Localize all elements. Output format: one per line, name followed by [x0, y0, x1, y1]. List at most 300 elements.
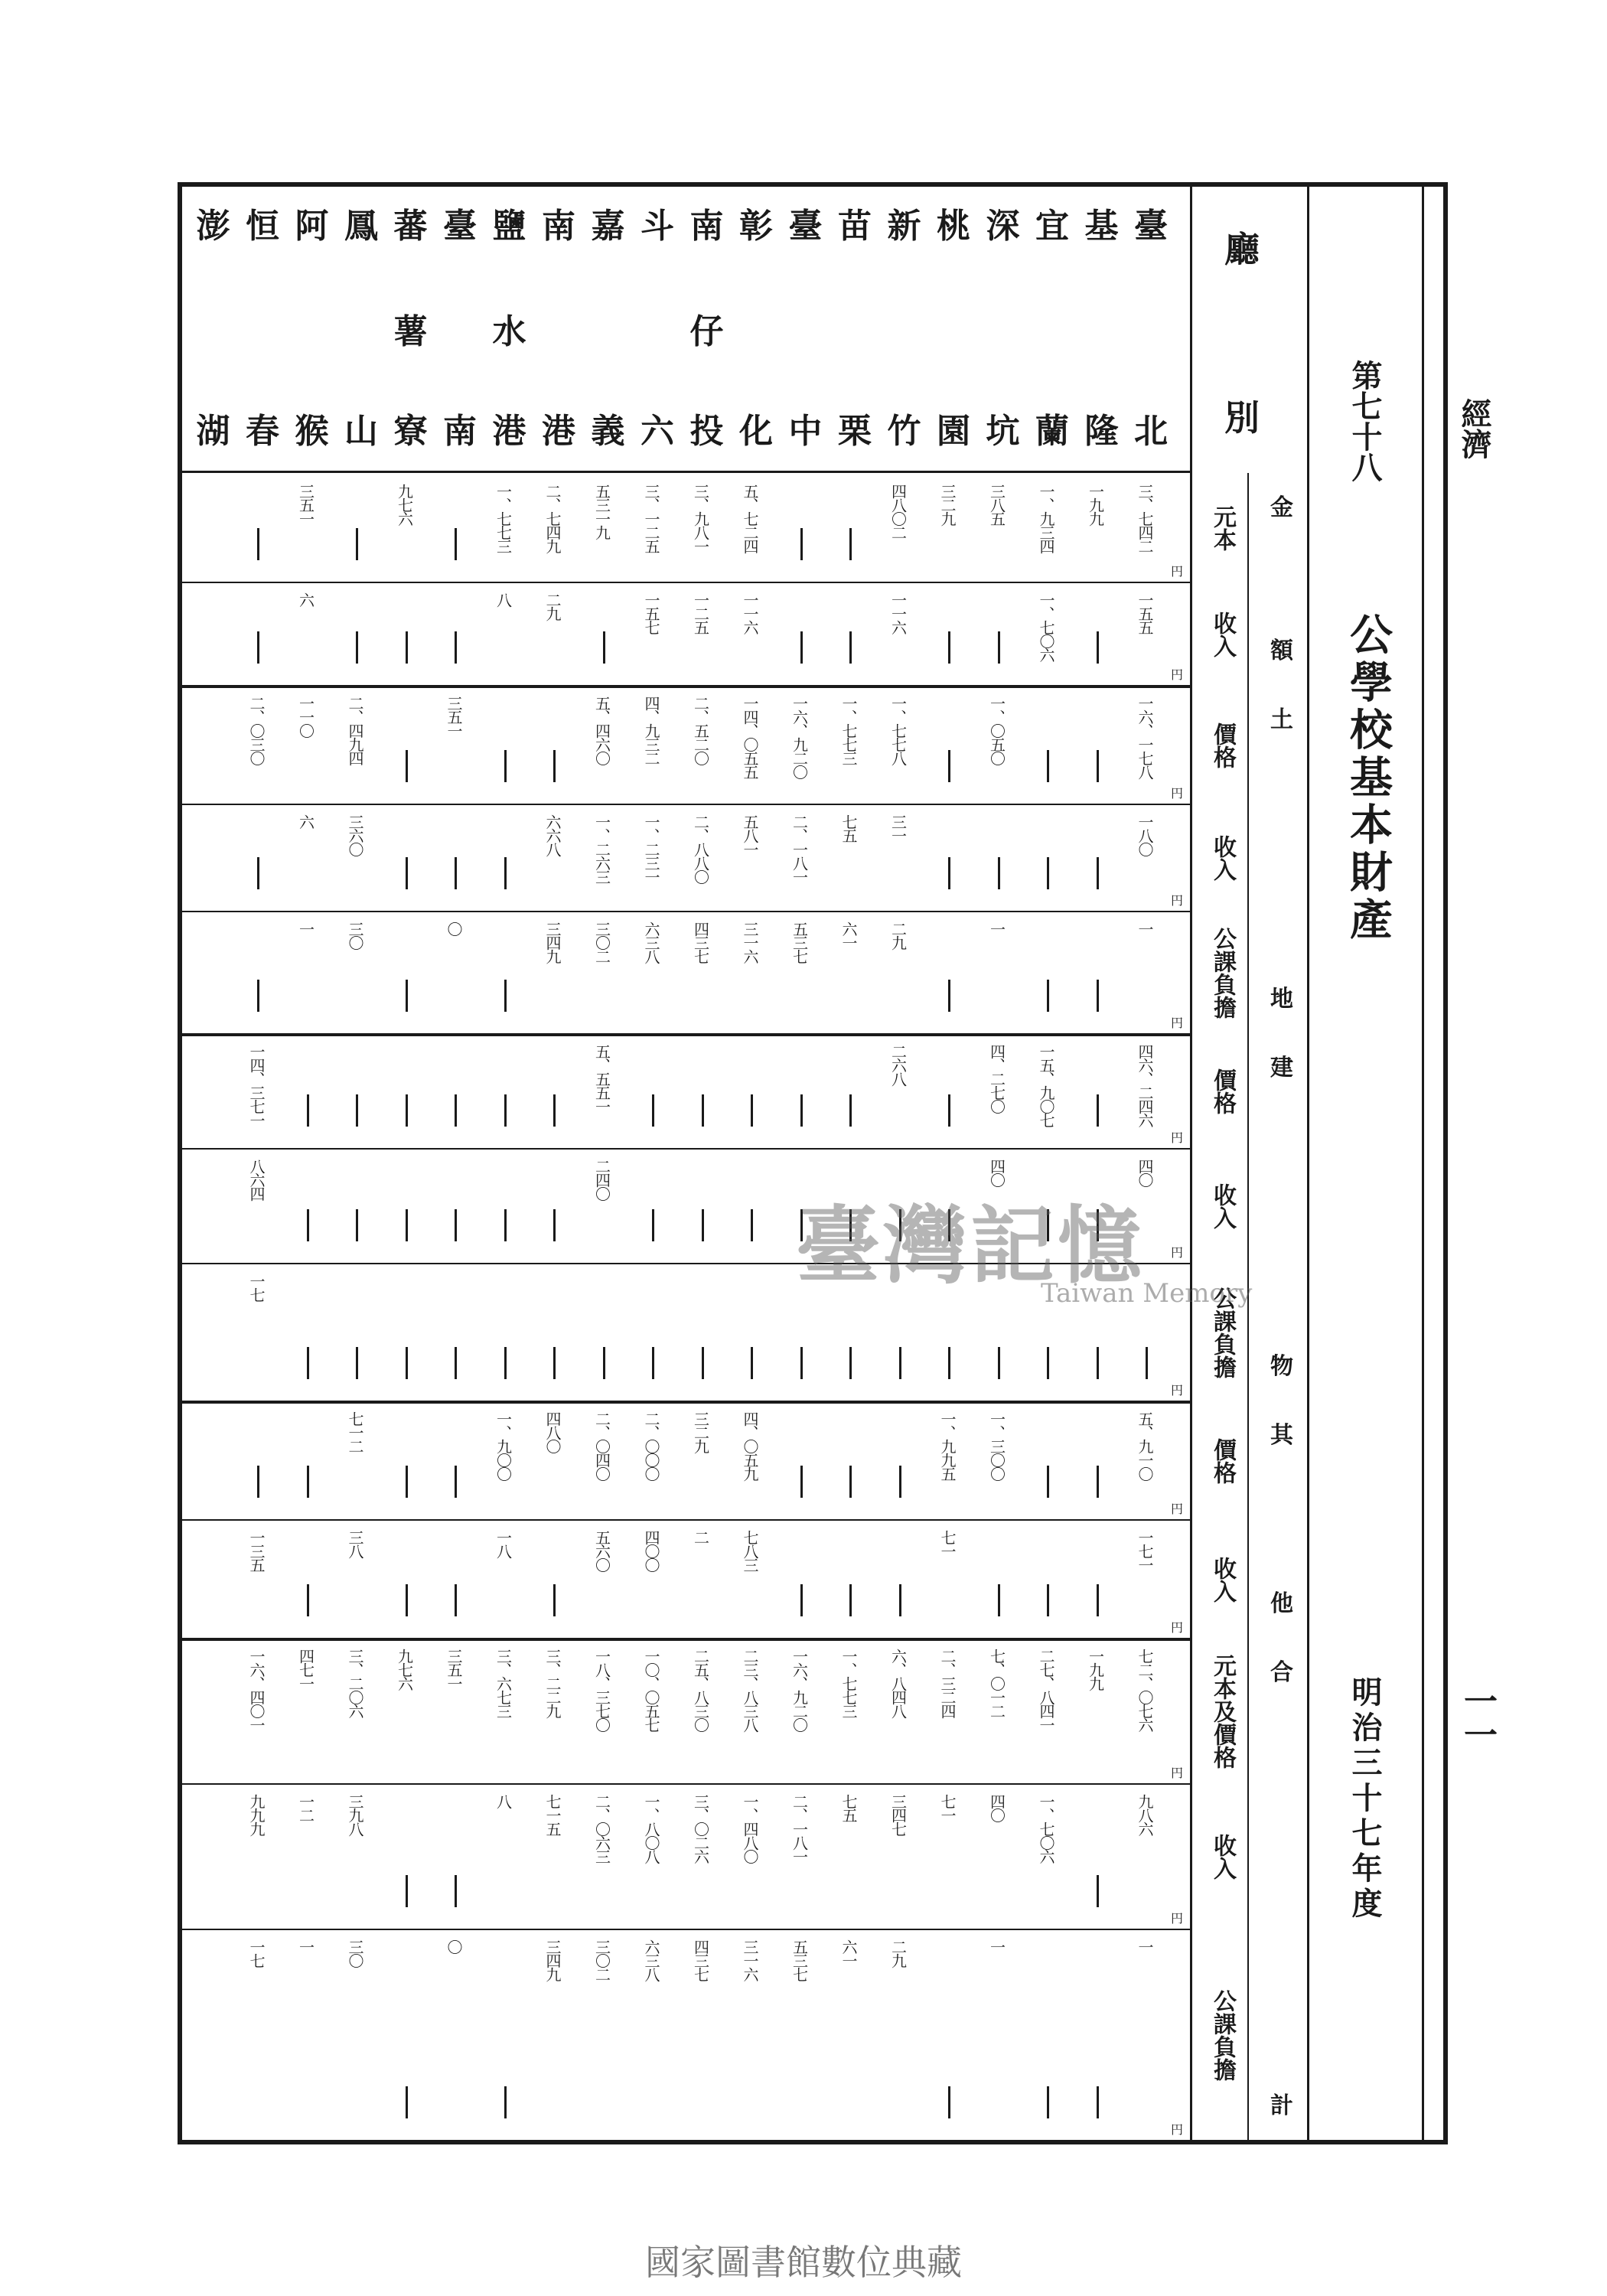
table-cell: 一、七七三	[839, 1649, 858, 1717]
empty-cell-dash	[455, 1584, 457, 1616]
table-cell: 一、七七八	[888, 696, 908, 765]
empty-cell-dash	[800, 1466, 803, 1498]
column-divider	[182, 1638, 1192, 1639]
empty-cell-dash	[948, 750, 950, 782]
empty-cell-dash	[800, 1094, 803, 1127]
table-cell: 三五一	[296, 484, 315, 525]
station-bottom-char: 北	[1134, 412, 1168, 451]
empty-cell-dash	[406, 750, 408, 782]
group-label-bottom: 額	[1270, 638, 1293, 664]
empty-cell-dash	[406, 631, 408, 664]
table-cell: 三一六	[741, 921, 759, 963]
table-cell: 四、〇五九	[741, 1411, 759, 1480]
table-cell: 四三七	[691, 921, 710, 963]
table-cell: 三五一	[445, 696, 463, 737]
table-cell: 一五、九〇七	[1037, 1044, 1055, 1127]
table-top-border	[178, 182, 1448, 187]
empty-cell-dash	[307, 1094, 309, 1127]
table-cell: 八	[494, 592, 513, 606]
table-cell: 二、五二〇	[691, 696, 710, 765]
column-divider	[182, 582, 1192, 583]
header-column-rule	[1190, 182, 1192, 2144]
empty-cell-dash	[751, 1094, 753, 1127]
station-top-char: 臺	[1134, 207, 1168, 246]
station-mid-char: 仔	[689, 312, 724, 351]
empty-cell-dash	[406, 1875, 408, 1907]
table-cell: 一、七七三	[839, 696, 858, 765]
station-top-char: 鹽	[492, 207, 526, 246]
empty-cell-dash	[257, 857, 259, 889]
empty-cell-dash	[504, 1347, 507, 1379]
empty-cell-dash	[849, 1584, 852, 1616]
table-cell: 一八	[494, 1530, 513, 1557]
empty-cell-dash	[307, 1209, 309, 1241]
empty-cell-dash	[1097, 2086, 1099, 2118]
empty-cell-dash	[849, 1347, 852, 1379]
table-cell: 二、四九四	[346, 696, 364, 765]
table-cell: 三〇二	[592, 1939, 611, 1981]
unit-mark: 円	[1171, 1911, 1184, 1926]
empty-cell-dash	[603, 631, 605, 664]
table-cell: 一九九	[1086, 1649, 1105, 1690]
table-cell: 一一〇	[296, 696, 315, 737]
table-cell: 三、六七三	[494, 1649, 513, 1717]
station-top-char: 苗	[838, 207, 872, 246]
station-bottom-char: 中	[788, 412, 823, 451]
unit-mark: 円	[1171, 1016, 1184, 1030]
table-cell: 六三八	[642, 921, 660, 963]
empty-cell-dash	[1097, 980, 1099, 1012]
station-bottom-char: 猴	[295, 412, 329, 451]
empty-cell-dash	[406, 1584, 408, 1616]
table-cell: 三、二〇六	[346, 1649, 364, 1717]
station-bottom-char: 山	[344, 412, 378, 451]
empty-cell-dash	[356, 631, 358, 664]
table-cell: 三四七	[888, 1794, 908, 1835]
table-cell: 二、〇四〇	[592, 1411, 611, 1480]
table-cell: 四七一	[296, 1649, 315, 1690]
empty-cell-dash	[652, 1094, 654, 1127]
table-year: 明治三十七年度	[1347, 1676, 1383, 1923]
empty-cell-dash	[504, 857, 507, 889]
table-cell: 一、三〇〇	[987, 1411, 1006, 1480]
table-cell: 三六〇	[346, 814, 364, 856]
column-header: 價格	[1209, 1437, 1236, 1484]
table-cell: 七一二	[346, 1411, 364, 1453]
table-cell: 五八一	[741, 814, 759, 856]
empty-cell-dash	[751, 1347, 753, 1379]
table-cell: 二九	[888, 1939, 908, 1967]
table-cell: 〇	[445, 921, 463, 935]
empty-cell-dash	[1047, 2086, 1049, 2118]
empty-cell-dash	[948, 2086, 950, 2118]
table-cell: 五、五五一	[592, 1044, 611, 1113]
running-head-section: 經濟	[1456, 398, 1492, 459]
table-cell: 一七一	[1136, 1530, 1154, 1571]
empty-cell-dash	[1097, 750, 1099, 782]
station-bottom-char: 園	[937, 412, 970, 451]
column-divider	[182, 1401, 1192, 1402]
group-label-top: 其	[1270, 1422, 1293, 1449]
table-cell: 三八	[346, 1530, 364, 1557]
station-top-char: 恒	[246, 207, 279, 246]
empty-cell-dash	[702, 1347, 704, 1379]
empty-cell-dash	[257, 631, 259, 664]
station-top-char: 新	[887, 207, 921, 246]
empty-cell-dash	[406, 1094, 408, 1127]
empty-cell-dash	[652, 1209, 654, 1241]
table-cell: 六一	[839, 1939, 858, 1967]
empty-cell-dash	[504, 980, 507, 1012]
empty-cell-dash	[899, 1347, 901, 1379]
empty-cell-dash	[553, 1584, 556, 1616]
empty-cell-dash	[1097, 1875, 1099, 1907]
table-cell: 五、九一〇	[1136, 1411, 1154, 1480]
column-header: 公課負擔	[1209, 1989, 1236, 2081]
table-cell: 一八〇	[1136, 814, 1154, 856]
watermark-text: 臺灣記憶	[796, 1196, 1145, 1295]
station-top-char: 深	[986, 207, 1020, 246]
table-cell: 一八、三七〇	[592, 1649, 611, 1731]
station-top-char: 臺	[788, 207, 823, 246]
table-cell: 四、九三二	[642, 696, 660, 765]
empty-cell-dash	[406, 857, 408, 889]
table-cell: 一、九三四	[1037, 484, 1055, 553]
empty-cell-dash	[257, 980, 259, 1012]
table-number: 第七十八	[1347, 360, 1383, 482]
unit-mark: 円	[1171, 667, 1184, 682]
table-cell: 七八三	[741, 1530, 759, 1571]
table-cell: 一、〇五〇	[987, 696, 1006, 765]
empty-cell-dash	[849, 1466, 852, 1498]
station-top-char: 南	[542, 207, 575, 246]
table-cell: 三、一二五	[642, 484, 660, 553]
table-cell: 一七	[247, 1939, 266, 1967]
group-label-top: 土	[1270, 706, 1293, 733]
group-label-bottom: 計	[1270, 2092, 1293, 2119]
empty-cell-dash	[948, 631, 950, 664]
station-bottom-char: 竹	[887, 412, 921, 451]
group-label-bottom: 他	[1270, 1590, 1293, 1617]
empty-cell-dash	[751, 1209, 753, 1241]
table-cell: 一	[1136, 1939, 1154, 1953]
table-cell: 六	[296, 814, 315, 828]
table-cell: 三、〇二六	[691, 1794, 710, 1863]
empty-cell-dash	[948, 1094, 950, 1127]
table-cell: 一五五	[1136, 592, 1154, 634]
table-cell: 五、七二四	[741, 484, 759, 553]
station-bottom-char: 義	[591, 412, 625, 451]
column-divider	[182, 1783, 1192, 1785]
station-bottom-char: 春	[246, 412, 279, 451]
table-cell: 四〇	[1136, 1159, 1154, 1186]
table-cell: 〇	[445, 1939, 463, 1953]
empty-cell-dash	[504, 1209, 507, 1241]
table-cell: 四〇	[987, 1794, 1006, 1821]
unit-mark: 円	[1171, 564, 1184, 579]
station-header-bottom: 別	[1224, 397, 1260, 439]
station-bottom-char: 南	[443, 412, 477, 451]
station-top-char: 蕃	[393, 207, 428, 246]
empty-cell-dash	[406, 980, 408, 1012]
watermark-en: Taiwan Memory	[1041, 1278, 1253, 1309]
station-top-char: 嘉	[591, 207, 625, 246]
table-cell: 四八〇二	[888, 484, 908, 539]
table-cell: 一四、〇五五	[741, 696, 759, 778]
table-cell: 一、九九五	[938, 1411, 957, 1480]
empty-cell-dash	[948, 857, 950, 889]
table-cell: 二、一八一	[790, 814, 809, 883]
table-cell: 一〇、〇五七	[642, 1649, 660, 1731]
table-cell: 四〇	[987, 1159, 1006, 1186]
unit-mark: 円	[1171, 1620, 1184, 1635]
empty-cell-dash	[455, 631, 457, 664]
table-cell: 二九	[543, 592, 562, 620]
table-cell: 三九八	[346, 1794, 364, 1835]
empty-cell-dash	[652, 1347, 654, 1379]
empty-cell-dash	[455, 1209, 457, 1241]
empty-cell-dash	[899, 1466, 901, 1498]
table-cell: 三一六	[741, 1939, 759, 1981]
table-cell: 八六四	[247, 1159, 266, 1200]
empty-cell-dash	[406, 1466, 408, 1498]
table-cell: 八	[494, 1794, 513, 1808]
station-bottom-char: 栗	[838, 412, 872, 451]
empty-cell-dash	[455, 1347, 457, 1379]
station-bottom-char: 化	[739, 412, 773, 451]
column-divider	[182, 685, 1192, 687]
table-cell: 四、二七〇	[987, 1044, 1006, 1113]
table-cell: 三、九八一	[691, 484, 710, 553]
table-cell: 七五	[839, 814, 858, 842]
table-cell: 五六〇	[592, 1530, 611, 1571]
station-bottom-char: 坑	[986, 412, 1020, 451]
table-cell: 五三七	[790, 921, 809, 963]
empty-cell-dash	[356, 1094, 358, 1127]
table-cell: 二四〇	[592, 1159, 611, 1200]
empty-cell-dash	[406, 1347, 408, 1379]
empty-cell-dash	[553, 1347, 556, 1379]
table-cell: 五三一九	[592, 484, 611, 539]
empty-cell-dash	[356, 1209, 358, 1241]
empty-cell-dash	[702, 1094, 704, 1127]
unit-mark: 円	[1171, 786, 1184, 801]
page-number: 一一	[1458, 1684, 1497, 1751]
empty-cell-dash	[307, 1584, 309, 1616]
empty-cell-dash	[406, 2086, 408, 2118]
table-cell: 七一五	[543, 1794, 562, 1835]
empty-cell-dash	[307, 1466, 309, 1498]
station-bottom-char: 湖	[196, 412, 230, 451]
empty-cell-dash	[849, 631, 852, 664]
station-top-char: 彰	[739, 207, 773, 246]
table-cell: 一、七〇六	[1037, 1794, 1055, 1863]
empty-cell-dash	[1047, 1347, 1049, 1379]
unit-mark: 円	[1171, 1245, 1184, 1260]
empty-cell-dash	[455, 1094, 457, 1127]
table-cell: 六一	[839, 921, 858, 949]
empty-cell-dash	[1097, 631, 1099, 664]
empty-cell-dash	[257, 528, 259, 560]
table-cell: 七五	[839, 1794, 858, 1821]
table-cell: 一五七	[642, 592, 660, 634]
station-mid-char: 薯	[393, 312, 428, 351]
station-bottom-char: 六	[641, 412, 674, 451]
table-cell: 九九九	[247, 1794, 266, 1835]
table-cell: 五、四六〇	[592, 696, 611, 765]
table-cell: 九七六	[395, 1649, 414, 1690]
table-right-border	[1443, 182, 1448, 2144]
table-cell: 一三五	[247, 1530, 266, 1571]
empty-cell-dash	[1047, 1584, 1049, 1616]
group-label-top: 金	[1270, 494, 1293, 521]
table-cell: 一、七〇六	[1037, 592, 1055, 661]
table-cell: 一	[296, 921, 315, 935]
empty-cell-dash	[455, 528, 457, 560]
station-header-top: 廳	[1224, 229, 1260, 270]
empty-cell-dash	[504, 750, 507, 782]
table-cell: 二、〇六三	[592, 1794, 611, 1863]
table-cell: 六三八	[642, 1939, 660, 1981]
empty-cell-dash	[849, 528, 852, 560]
table-cell: 七一	[938, 1794, 957, 1821]
station-bottom-char: 港	[542, 412, 575, 451]
empty-cell-dash	[998, 1347, 1000, 1379]
table-cell: 一、二六三	[592, 814, 611, 883]
table-cell: 二、三二四	[938, 1649, 957, 1717]
table-cell: 七二、〇七六	[1136, 1649, 1154, 1731]
empty-cell-dash	[553, 1209, 556, 1241]
table-cell: 三〇二	[592, 921, 611, 963]
table-cell: 四八〇	[543, 1411, 562, 1453]
station-bottom-char: 寮	[393, 412, 428, 451]
column-divider	[182, 1929, 1192, 1930]
table-cell: 一六、九二〇	[790, 1649, 809, 1731]
empty-cell-dash	[702, 1209, 704, 1241]
empty-cell-dash	[356, 528, 358, 560]
empty-cell-dash	[455, 857, 457, 889]
unit-mark: 円	[1171, 2122, 1184, 2137]
station-top-char: 桃	[937, 207, 970, 246]
empty-cell-dash	[553, 750, 556, 782]
table-cell: 一、四八〇	[741, 1794, 759, 1863]
side-label-rule	[1307, 182, 1309, 2144]
table-cell: 三五一	[445, 1649, 463, 1690]
empty-cell-dash	[800, 631, 803, 664]
table-cell: 一二	[296, 1794, 315, 1821]
table-cell: 一	[987, 921, 1006, 935]
table-cell: 一	[987, 1939, 1006, 1953]
column-divider	[182, 1148, 1192, 1150]
header-divider	[182, 471, 1192, 473]
empty-cell-dash	[1097, 1584, 1099, 1616]
unit-mark: 円	[1171, 1502, 1184, 1516]
group-label-top: 合	[1270, 1659, 1293, 1686]
column-header: 公課負擔	[1209, 927, 1236, 1019]
column-header: 價格	[1209, 1068, 1236, 1114]
empty-cell-dash	[948, 980, 950, 1012]
table-cell: 二、一八一	[790, 1794, 809, 1863]
inner-right-rule	[1422, 182, 1424, 2144]
empty-cell-dash	[899, 1584, 901, 1616]
empty-cell-dash	[1047, 1466, 1049, 1498]
table-cell: 一九九	[1086, 484, 1105, 525]
empty-cell-dash	[455, 1875, 457, 1907]
table-cell: 一六、四〇一	[247, 1649, 266, 1731]
table-cell: 二七、八四一	[1037, 1649, 1055, 1731]
empty-cell-dash	[603, 1347, 605, 1379]
group-label-bottom: 物	[1270, 1353, 1293, 1380]
table-cell: 九七六	[395, 484, 414, 525]
station-bottom-char: 投	[689, 412, 724, 451]
empty-cell-dash	[1146, 1347, 1148, 1379]
table-cell: 三一	[888, 814, 908, 842]
table-cell: 三八五	[987, 484, 1006, 525]
table-cell: 三四九	[543, 1939, 562, 1981]
station-top-char: 宜	[1035, 207, 1069, 246]
table-cell: 一七	[247, 1274, 266, 1301]
table-cell: 四六、二四六	[1136, 1044, 1154, 1127]
table-cell: 一六、一七八	[1136, 696, 1154, 778]
empty-cell-dash	[455, 1466, 457, 1498]
column-header: 收入	[1209, 1556, 1236, 1603]
table-left-border	[178, 182, 182, 2144]
station-top-char: 基	[1084, 207, 1119, 246]
table-cell: 一	[1136, 921, 1154, 935]
table-cell: 三、二二九	[543, 1649, 562, 1717]
station-top-char: 臺	[443, 207, 477, 246]
station-top-char: 南	[689, 207, 724, 246]
station-top-char: 鳳	[344, 207, 378, 246]
table-cell: 四三七	[691, 1939, 710, 1981]
empty-cell-dash	[1047, 980, 1049, 1012]
table-cell: 三二九	[691, 1411, 710, 1453]
table-cell: 三、七四二	[1136, 484, 1154, 553]
table-cell: 二三、八三八	[741, 1649, 759, 1731]
table-cell: 一四、三七一	[247, 1044, 266, 1127]
station-bottom-char: 港	[492, 412, 526, 451]
table-cell: 五三七	[790, 1939, 809, 1981]
station-bottom-char: 蘭	[1035, 412, 1069, 451]
empty-cell-dash	[1097, 1347, 1099, 1379]
station-top-char: 阿	[295, 207, 329, 246]
table-cell: 三〇	[346, 921, 364, 949]
empty-cell-dash	[800, 1584, 803, 1616]
column-divider	[182, 1033, 1192, 1035]
table-cell: 二、〇三〇	[247, 696, 266, 765]
table-cell: 一、八〇八	[642, 1794, 660, 1863]
table-cell: 一一六	[888, 592, 908, 634]
table-cell: 三二九	[938, 484, 957, 525]
table-cell: 六	[296, 592, 315, 606]
empty-cell-dash	[504, 2086, 507, 2118]
unit-mark: 円	[1171, 1383, 1184, 1397]
unit-mark: 円	[1171, 1130, 1184, 1145]
table-cell: 六六八	[543, 814, 562, 856]
empty-cell-dash	[504, 1094, 507, 1127]
group-label-bottom: 地	[1270, 986, 1293, 1013]
column-divider	[182, 911, 1192, 912]
station-bottom-char: 隆	[1084, 412, 1119, 451]
empty-cell-dash	[1047, 857, 1049, 889]
table-cell: 九八六	[1136, 1794, 1154, 1835]
empty-cell-dash	[800, 528, 803, 560]
table-cell: 四〇〇	[642, 1530, 660, 1571]
empty-cell-dash	[948, 1347, 950, 1379]
table-cell: 二、七四九	[543, 484, 562, 553]
column-header: 收入	[1209, 1183, 1236, 1229]
table-cell: 一二五	[691, 592, 710, 634]
